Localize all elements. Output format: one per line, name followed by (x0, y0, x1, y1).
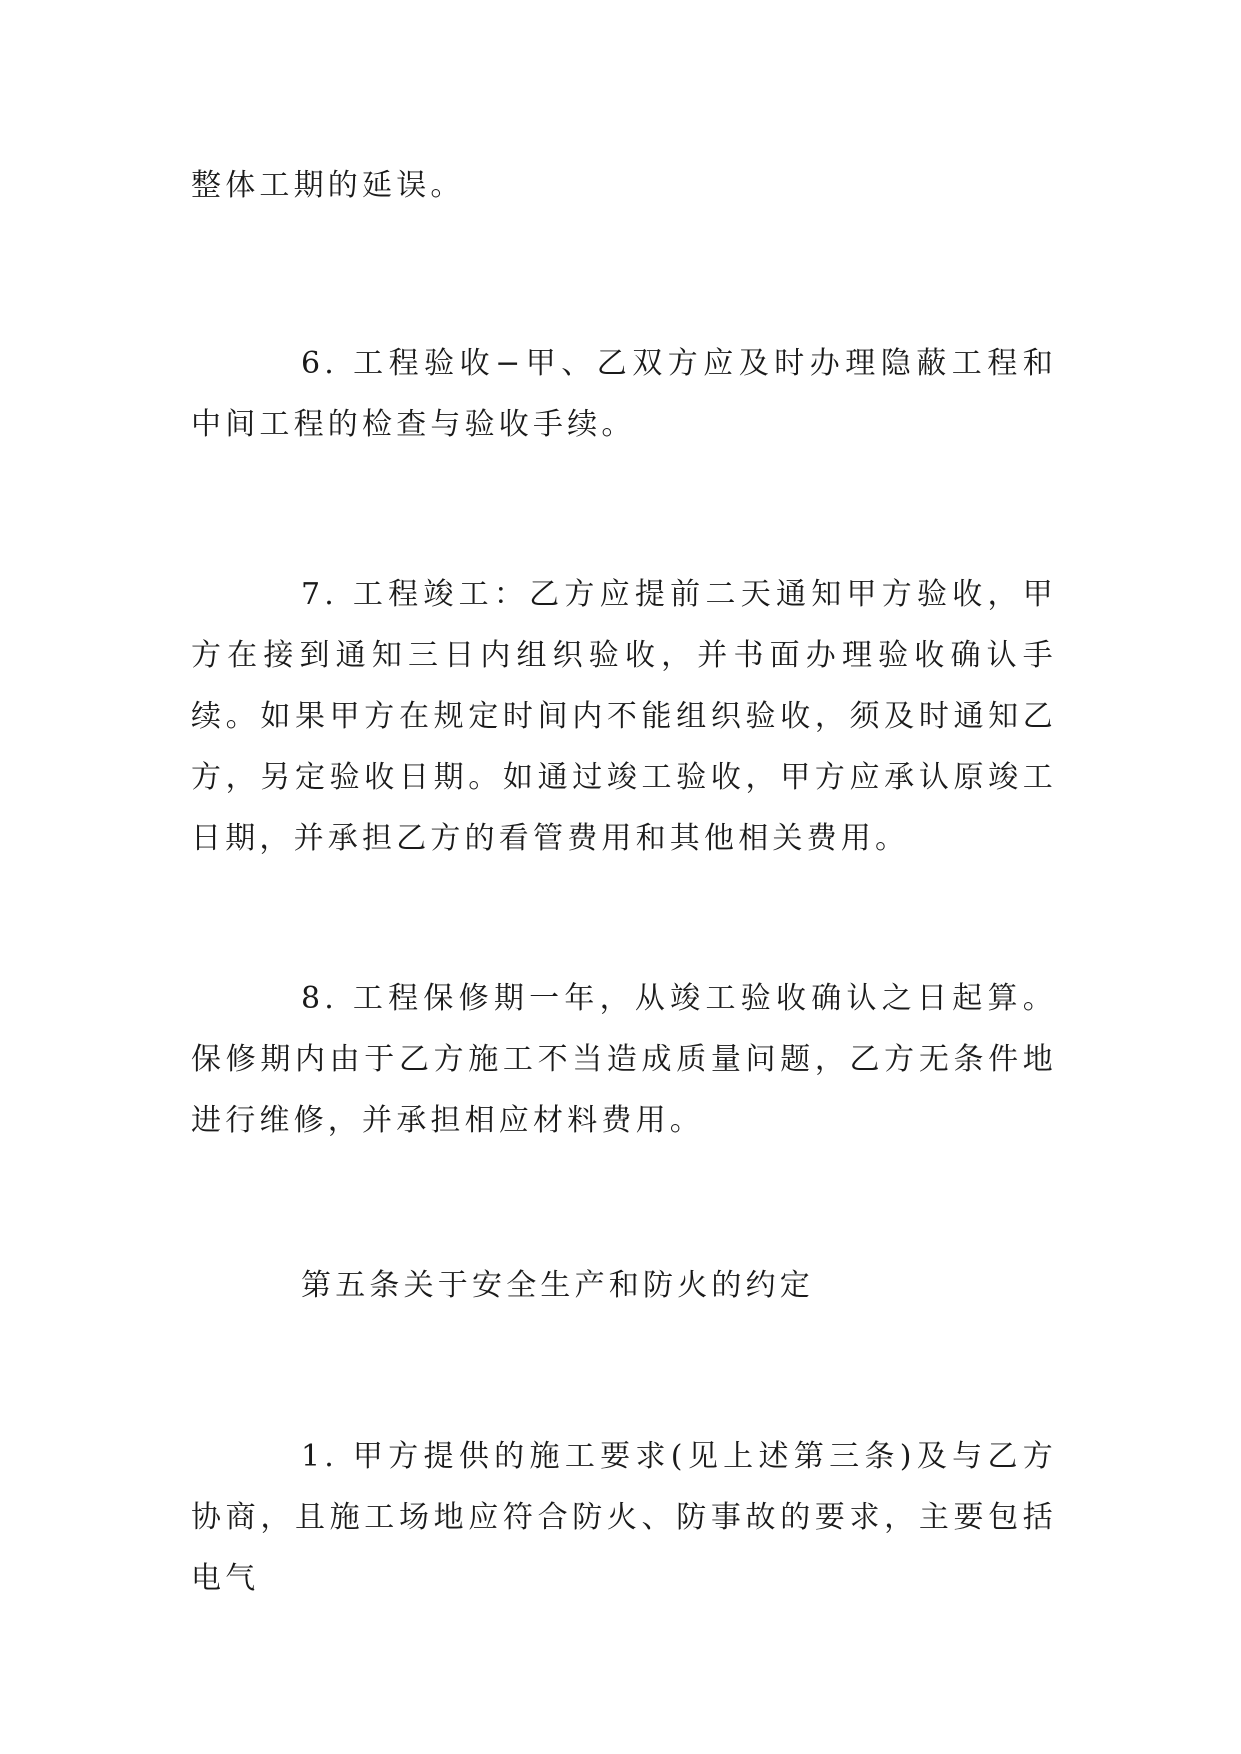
paragraph-item-8-warranty: 8. 工程保修期一年，从竣工验收确认之日起算。保修期内由于乙方施工不当造成质量问题，乙方无条件地进行维修，并承担相应材料费用。 (191, 981, 1057, 1138)
article-5-heading: 第五条关于安全生产和防火的约定 (301, 1268, 814, 1303)
paragraph-item-6-acceptance: 6. 工程验收−甲、乙双方应及时办理隐蔽工程和中间工程的检查与验收手续。 (191, 346, 1057, 442)
paragraph-delay-end: 整体工期的延误。 (191, 168, 465, 203)
paragraph-item-7-completion: 7. 工程竣工：乙方应提前二天通知甲方验收，甲方在接到通知三日内组织验收，并书面办理验收确认手续。如果甲方在规定时间内不能组织验收，须及时通知乙方，另定验收日期。如通过竣工验收，甲方应承认原竣工日期，并承担乙方的看管费用和其他相关费用。 (191, 577, 1057, 856)
paragraph-item-1-safety: 1. 甲方提供的施工要求(见上述第三条)及与乙方协商，且施工场地应符合防火、防事故的要求，主要包括电气 (191, 1439, 1057, 1596)
